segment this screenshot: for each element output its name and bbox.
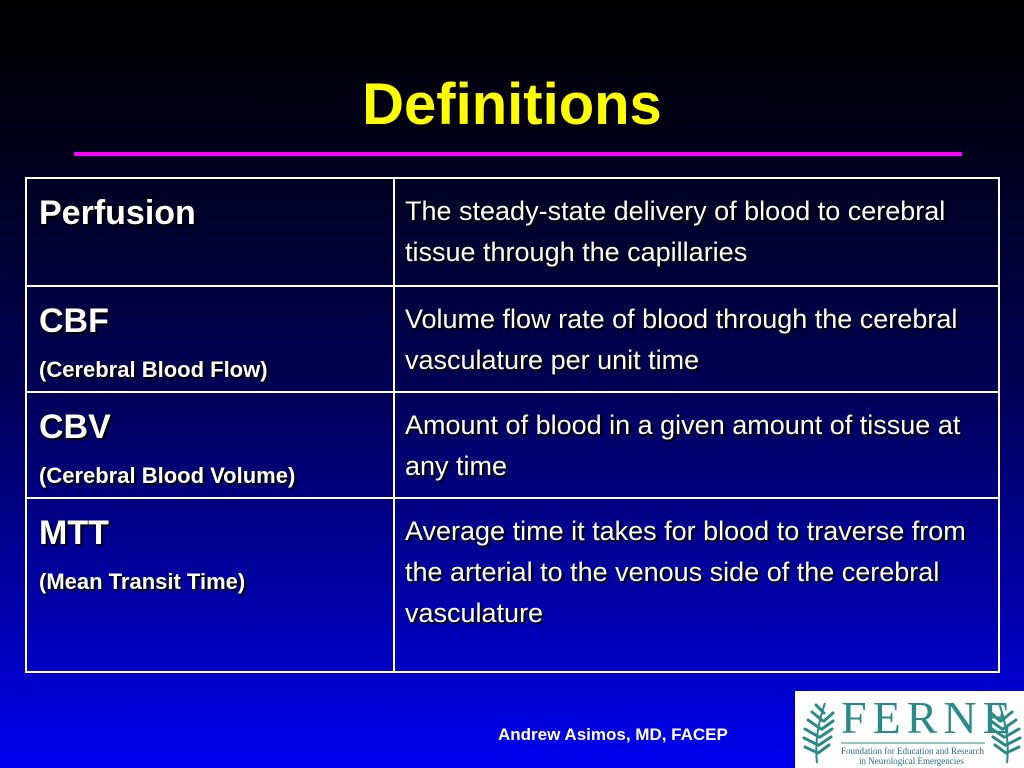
term-cell [26, 286, 394, 392]
term-label: CBF [39, 302, 109, 340]
logo-tagline-2: in Neurological Emergencies [859, 756, 964, 766]
definitions-table [25, 177, 1000, 673]
term-label: CBV [39, 408, 111, 446]
table-row [26, 392, 999, 498]
table-row [26, 286, 999, 392]
term-expansion: (Mean Transit Time) [39, 569, 246, 594]
table-row [26, 498, 999, 672]
term-expansion: (Cerebral Blood Flow) [39, 357, 268, 382]
definition-cell: Volume flow rate of blood through the cerebral vasculature per unit time [394, 286, 999, 392]
author-credit: Andrew Asimos, MD, FACEP [498, 725, 728, 744]
logo-tagline-1: Foundation for Education and Research [841, 746, 984, 756]
term-expansion: (Cerebral Blood Volume) [39, 463, 296, 488]
term-cell [26, 178, 394, 286]
logo-wordmark: FERNE [841, 692, 1017, 743]
definition-cell: The steady-state delivery of blood to cerebral tissue through the capillaries [394, 178, 999, 286]
title-underline [74, 152, 962, 156]
term-label: Perfusion [39, 194, 196, 232]
term-cell [26, 392, 394, 498]
table-row [26, 178, 999, 286]
slide-title: Definitions [362, 72, 662, 137]
definition-cell: Average time it takes for blood to traverse from the arterial to the venous side of the cerebral vasculature [394, 498, 999, 672]
term-cell [26, 498, 394, 672]
term-label: MTT [39, 514, 109, 552]
ferne-logo [795, 691, 1024, 768]
definition-cell: Amount of blood in a given amount of tissue at any time [394, 392, 999, 498]
